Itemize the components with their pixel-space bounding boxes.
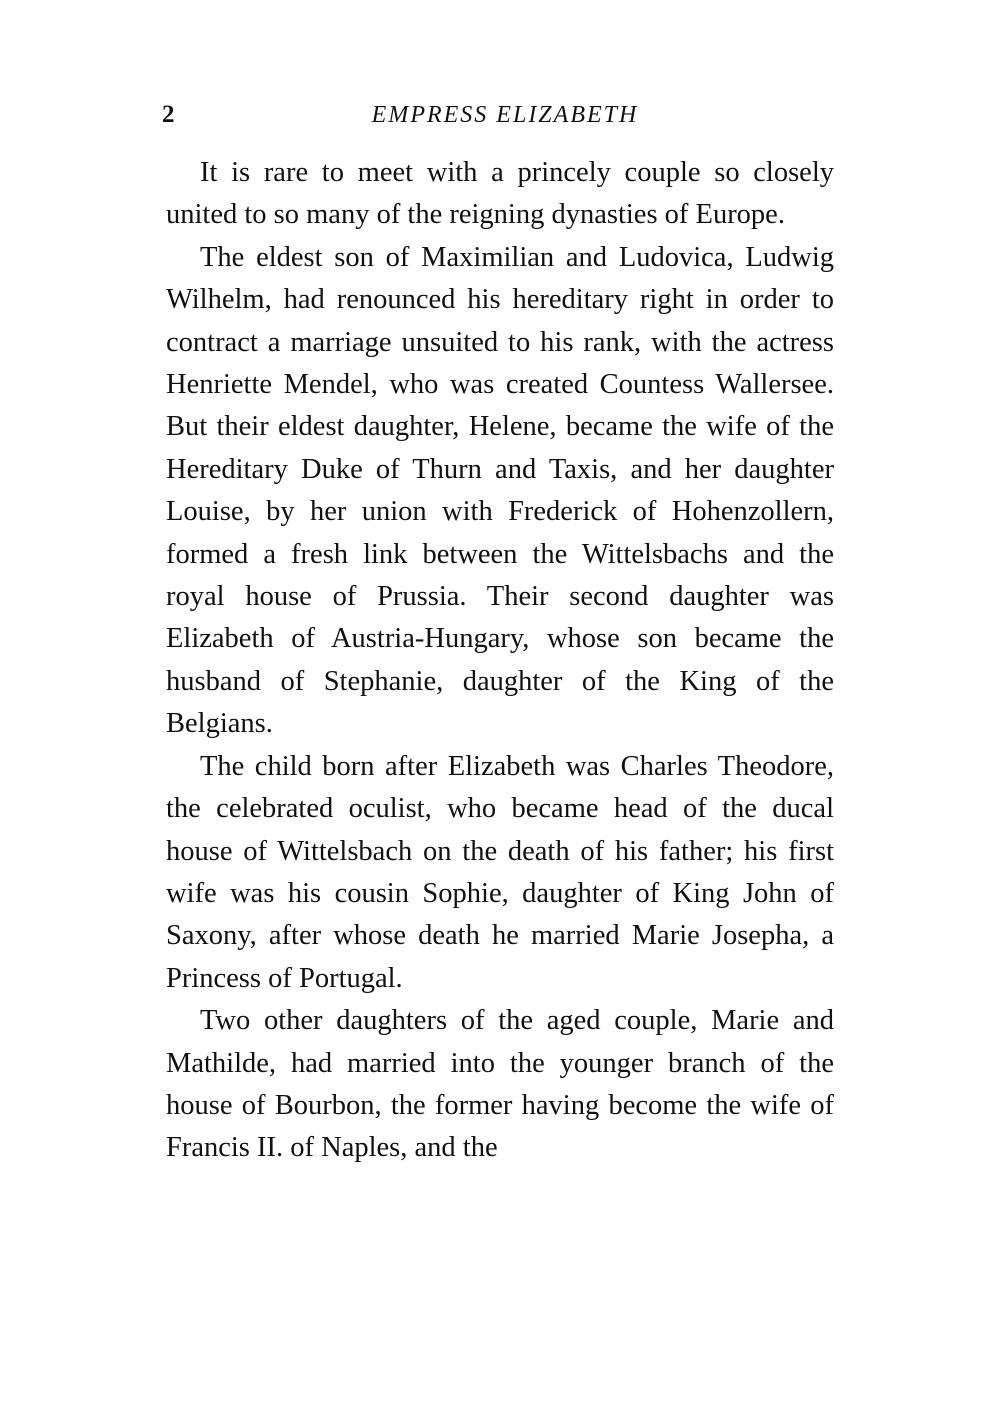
paragraph: Two other daughters of the aged couple, Marie and Mathilde, had married into the younger branch of the house of Bourbon, the former having become the wife of Francis II. of Naples, and the bbox=[166, 1005, 834, 1164]
paragraph: The child born after Elizabeth was Charles Theodore, the celebrated oculist, who became head of the ducal house of Wittelsbach on the death of his father; his first wife was his cousin Sophie, daughter of King John of Saxony, after whose death he married Marie Josepha, a Princess of Portugal. bbox=[166, 750, 834, 994]
running-head bbox=[140, 97, 840, 133]
body-text bbox=[166, 152, 834, 1170]
paragraph: The eldest son of Maximilian and Ludovica, Ludwig Wilhelm, had renounced his hereditary right in order to contract a marriage unsuited to his rank, with the actress Henriette Mendel, who was created Countess Wallersee. But their eldest daughter, Helene, became the wife of the Hereditary Duke of Thurn and Taxis, and her daughter Louise, by her union with Frederick of Hohenzollern, formed a fresh link between the Wittelsbachs and the royal house of Prussia. Their second daughter was Elizabeth of Austria-Hungary, whose son became the husband of Stephanie, daughter of the King of the Belgians. bbox=[166, 241, 834, 740]
paragraph: It is rare to meet with a princely couple so closely united to so many of the reigning dynasties of Europe. bbox=[166, 157, 834, 231]
running-title: EMPRESS ELIZABETH bbox=[371, 102, 639, 128]
page-number: 2 bbox=[162, 101, 175, 128]
